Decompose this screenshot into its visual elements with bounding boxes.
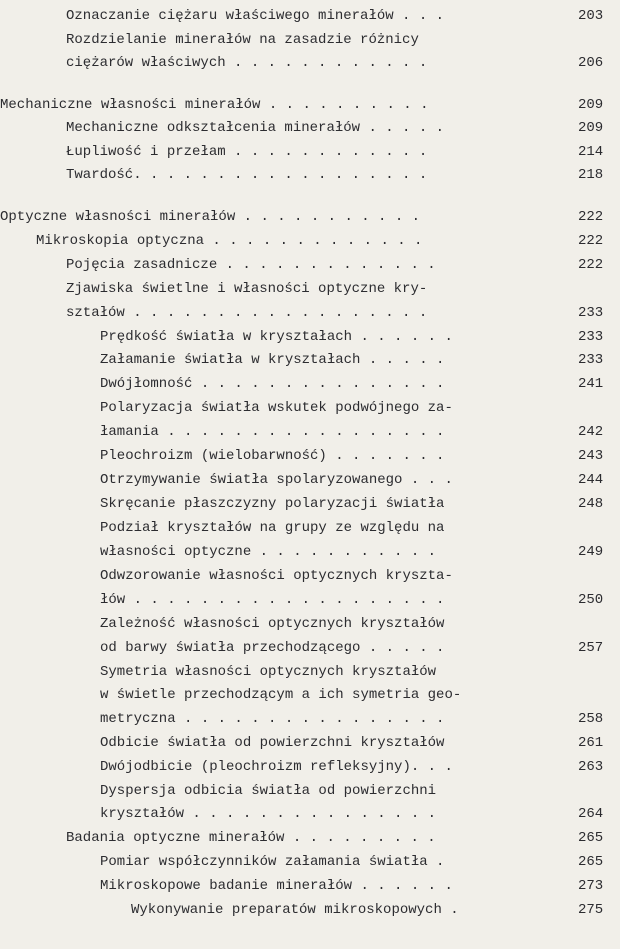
- toc-entry-title: Twardość. . . . . . . . . . . . . . . . . .: [66, 167, 428, 183]
- toc-entry-title: Oznaczanie ciężaru właściwego minerałów . . .: [66, 8, 445, 24]
- toc-entry: [0, 447, 620, 465]
- toc-entry-title: ształów . . . . . . . . . . . . . . . . . .: [66, 305, 428, 321]
- toc-entry: [0, 54, 620, 72]
- toc-entry: [0, 591, 620, 609]
- toc-entry: [0, 805, 620, 823]
- toc-entry-page: 275: [578, 902, 604, 918]
- toc-entry-page: 209: [578, 97, 604, 113]
- toc-entry-page: 209: [578, 120, 604, 136]
- toc-entry: [0, 519, 620, 537]
- toc-entry-page: 222: [578, 257, 604, 273]
- toc-entry: [0, 471, 620, 489]
- toc-entry: [0, 96, 620, 114]
- toc-entry-page: 206: [578, 55, 604, 71]
- toc-entry-title: Dwójodbicie (pleochroizm refleksyjny). . .: [100, 759, 453, 775]
- toc-entry-page: 264: [578, 806, 604, 822]
- toc-entry-title: Otrzymywanie światła spolaryzowanego . . .: [100, 472, 453, 488]
- toc-entry: [0, 615, 620, 633]
- toc-entry-title: Prędkość światła w kryształach . . . . . .: [100, 329, 453, 345]
- toc-entry-title: ciężarów właściwych . . . . . . . . . . . .: [66, 55, 428, 71]
- toc-entry: [0, 829, 620, 847]
- toc-entry-title: Pleochroizm (wielobarwność) . . . . . . .: [100, 448, 445, 464]
- toc-entry: [0, 639, 620, 657]
- toc-entry-title: Badania optyczne minerałów . . . . . . . . .: [66, 830, 436, 846]
- toc-entry: [0, 567, 620, 585]
- toc-entry-title: Mikroskopowe badanie minerałów . . . . . .: [100, 878, 453, 894]
- toc-entry: [0, 328, 620, 346]
- toc-entry: [0, 543, 620, 561]
- toc-entry-title: Dwójłomność . . . . . . . . . . . . . . .: [100, 376, 445, 392]
- toc-entry: [0, 901, 620, 919]
- toc-entry: [0, 853, 620, 871]
- toc-entry-page: 258: [578, 711, 604, 727]
- toc-entry-title: Mikroskopia optyczna . . . . . . . . . . . . .: [36, 233, 423, 249]
- toc-entry-title: własności optyczne . . . . . . . . . . .: [100, 544, 437, 560]
- toc-entry-page: 263: [578, 759, 604, 775]
- toc-entry: [0, 375, 620, 393]
- toc-entry: [0, 423, 620, 441]
- toc-entry-title: Pomiar współczynników załamania światła .: [100, 854, 445, 870]
- toc-entry-page: 261: [578, 735, 604, 751]
- toc-entry-page: 243: [578, 448, 604, 464]
- toc-entry: [0, 734, 620, 752]
- toc-entry-title: od barwy światła przechodzącego . . . . .: [100, 640, 445, 656]
- toc-entry-title: łamania . . . . . . . . . . . . . . . . .: [100, 424, 445, 440]
- toc-entry: [0, 710, 620, 728]
- toc-entry-title: Załamanie światła w kryształach . . . . .: [100, 352, 445, 368]
- toc-entry-page: 250: [578, 592, 604, 608]
- toc-entry: [0, 256, 620, 274]
- toc-entry-title: kryształów . . . . . . . . . . . . . . .: [100, 806, 437, 822]
- toc-entry-title: łów . . . . . . . . . . . . . . . . . . .: [100, 592, 445, 608]
- toc-entry-page: 214: [578, 144, 604, 160]
- toc-entry-page: 248: [578, 496, 604, 512]
- toc-entry-page: 242: [578, 424, 604, 440]
- toc-entry-page: 233: [578, 352, 604, 368]
- toc-entry-page: 265: [578, 830, 604, 846]
- toc-entry-page: 257: [578, 640, 604, 656]
- toc-entry: [0, 7, 620, 25]
- toc-entry: [0, 877, 620, 895]
- toc-entry: [0, 31, 620, 49]
- toc-entry-title: Podział kryształów na grupy ze względu na: [100, 520, 445, 536]
- toc-entry-title: Dyspersja odbicia światła od powierzchni: [100, 783, 437, 799]
- toc-entry-page: 222: [578, 233, 604, 249]
- toc-entry: [0, 758, 620, 776]
- toc-entry-title: metryczna . . . . . . . . . . . . . . . .: [100, 711, 445, 727]
- toc-entry: [0, 166, 620, 184]
- toc-entry-title: Mechaniczne własności minerałów . . . . . . . . . .: [0, 97, 429, 113]
- toc-entry-page: 241: [578, 376, 604, 392]
- toc-entry-title: Skręcanie płaszczyzny polaryzacji światła: [100, 496, 445, 512]
- toc-entry: [0, 351, 620, 369]
- toc-entry: [0, 495, 620, 513]
- toc-entry-title: Wykonywanie preparatów mikroskopowych .: [131, 902, 459, 918]
- toc-entry: [0, 782, 620, 800]
- toc-entry-title: Mechaniczne odkształcenia minerałów . . . . .: [66, 120, 445, 136]
- toc-entry-page: 273: [578, 878, 604, 894]
- toc-entry-title: Łupliwość i przełam . . . . . . . . . . . .: [66, 144, 428, 160]
- toc-entry-title: Pojęcia zasadnicze . . . . . . . . . . . . .: [66, 257, 436, 273]
- toc-entry: [0, 304, 620, 322]
- toc-entry: [0, 232, 620, 250]
- toc-entry-title: Symetria własności optycznych kryształów: [100, 664, 437, 680]
- toc-entry-page: 222: [578, 209, 604, 225]
- toc-entry: [0, 119, 620, 137]
- toc-entry: [0, 663, 620, 681]
- toc-entry-page: 244: [578, 472, 604, 488]
- toc-entry-title: Rozdzielanie minerałów na zasadzie różnicy: [66, 32, 419, 48]
- toc-entry-title: Odbicie światła od powierzchni kryształów: [100, 735, 445, 751]
- toc-entry-page: 218: [578, 167, 604, 183]
- toc-entry-title: Odwzorowanie własności optycznych kryszta-: [100, 568, 453, 584]
- toc-entry-page: 233: [578, 305, 604, 321]
- toc-entry-title: w świetle przechodzącym a ich symetria geo-: [100, 687, 462, 703]
- toc-entry-title: Optyczne własności minerałów . . . . . . . . . . .: [0, 209, 421, 225]
- toc-entry: [0, 280, 620, 298]
- toc-entry: [0, 143, 620, 161]
- toc-entry-page: 265: [578, 854, 604, 870]
- toc-entry-page: 203: [578, 8, 604, 24]
- toc-entry-title: Zależność własności optycznych kryształów: [100, 616, 445, 632]
- toc-entry-page: 233: [578, 329, 604, 345]
- toc-entry-page: 249: [578, 544, 604, 560]
- toc-entry-title: Polaryzacja światła wskutek podwójnego za-: [100, 400, 453, 416]
- toc-entry-title: Zjawiska świetlne i własności optyczne kry-: [66, 281, 428, 297]
- toc-entry: [0, 399, 620, 417]
- toc-entry: [0, 208, 620, 226]
- toc-entry: [0, 686, 620, 704]
